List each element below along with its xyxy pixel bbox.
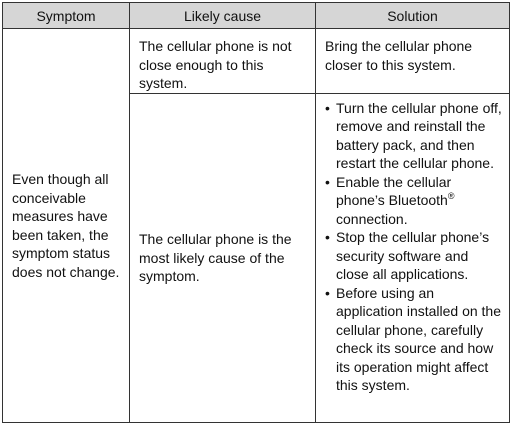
header-likely-cause: Likely cause xyxy=(130,3,316,29)
list-item xyxy=(325,173,503,229)
cause-cell: The cellular phone is the most likely cause of the symptom. xyxy=(130,93,316,423)
header-solution: Solution xyxy=(316,3,510,29)
symptom-cell: Even though all conceivable measures have been taken, the symptom status does not change. xyxy=(3,29,130,423)
list-item xyxy=(325,99,503,173)
table-row xyxy=(3,29,510,94)
list-item-text-after: connection. xyxy=(336,210,408,227)
bullet-icon: • xyxy=(325,99,330,116)
list-item-text xyxy=(336,174,454,227)
solution-cell xyxy=(316,93,510,423)
header-row xyxy=(3,3,510,29)
list-item-text-before: Enable the cellular phone’s Bluetooth xyxy=(336,173,452,208)
header-symptom: Symptom xyxy=(3,3,130,29)
list-item xyxy=(325,228,503,284)
bullet-icon: • xyxy=(325,173,330,190)
list-item-text: Stop the cellular phone’s security software and close all applications. xyxy=(336,229,490,282)
list-item-text: Before using an application installed on the cellular phone, carefully check its source and how its operation might affect this system. xyxy=(336,284,502,393)
troubleshooting-table xyxy=(2,2,510,423)
cause-cell: The cellular phone is not close enough to this system. xyxy=(130,29,316,94)
bullet-icon: • xyxy=(325,229,330,245)
bullet-icon: • xyxy=(325,284,330,301)
registered-mark: ® xyxy=(447,191,455,201)
list-item xyxy=(325,284,503,395)
solution-cell: Bring the cellular phone closer to this system. xyxy=(316,29,510,94)
list-item-text: Turn the cellular phone off, remove and reinstall the battery pack, and then restart the cellular phone. xyxy=(336,99,502,171)
solution-list xyxy=(325,94,503,395)
